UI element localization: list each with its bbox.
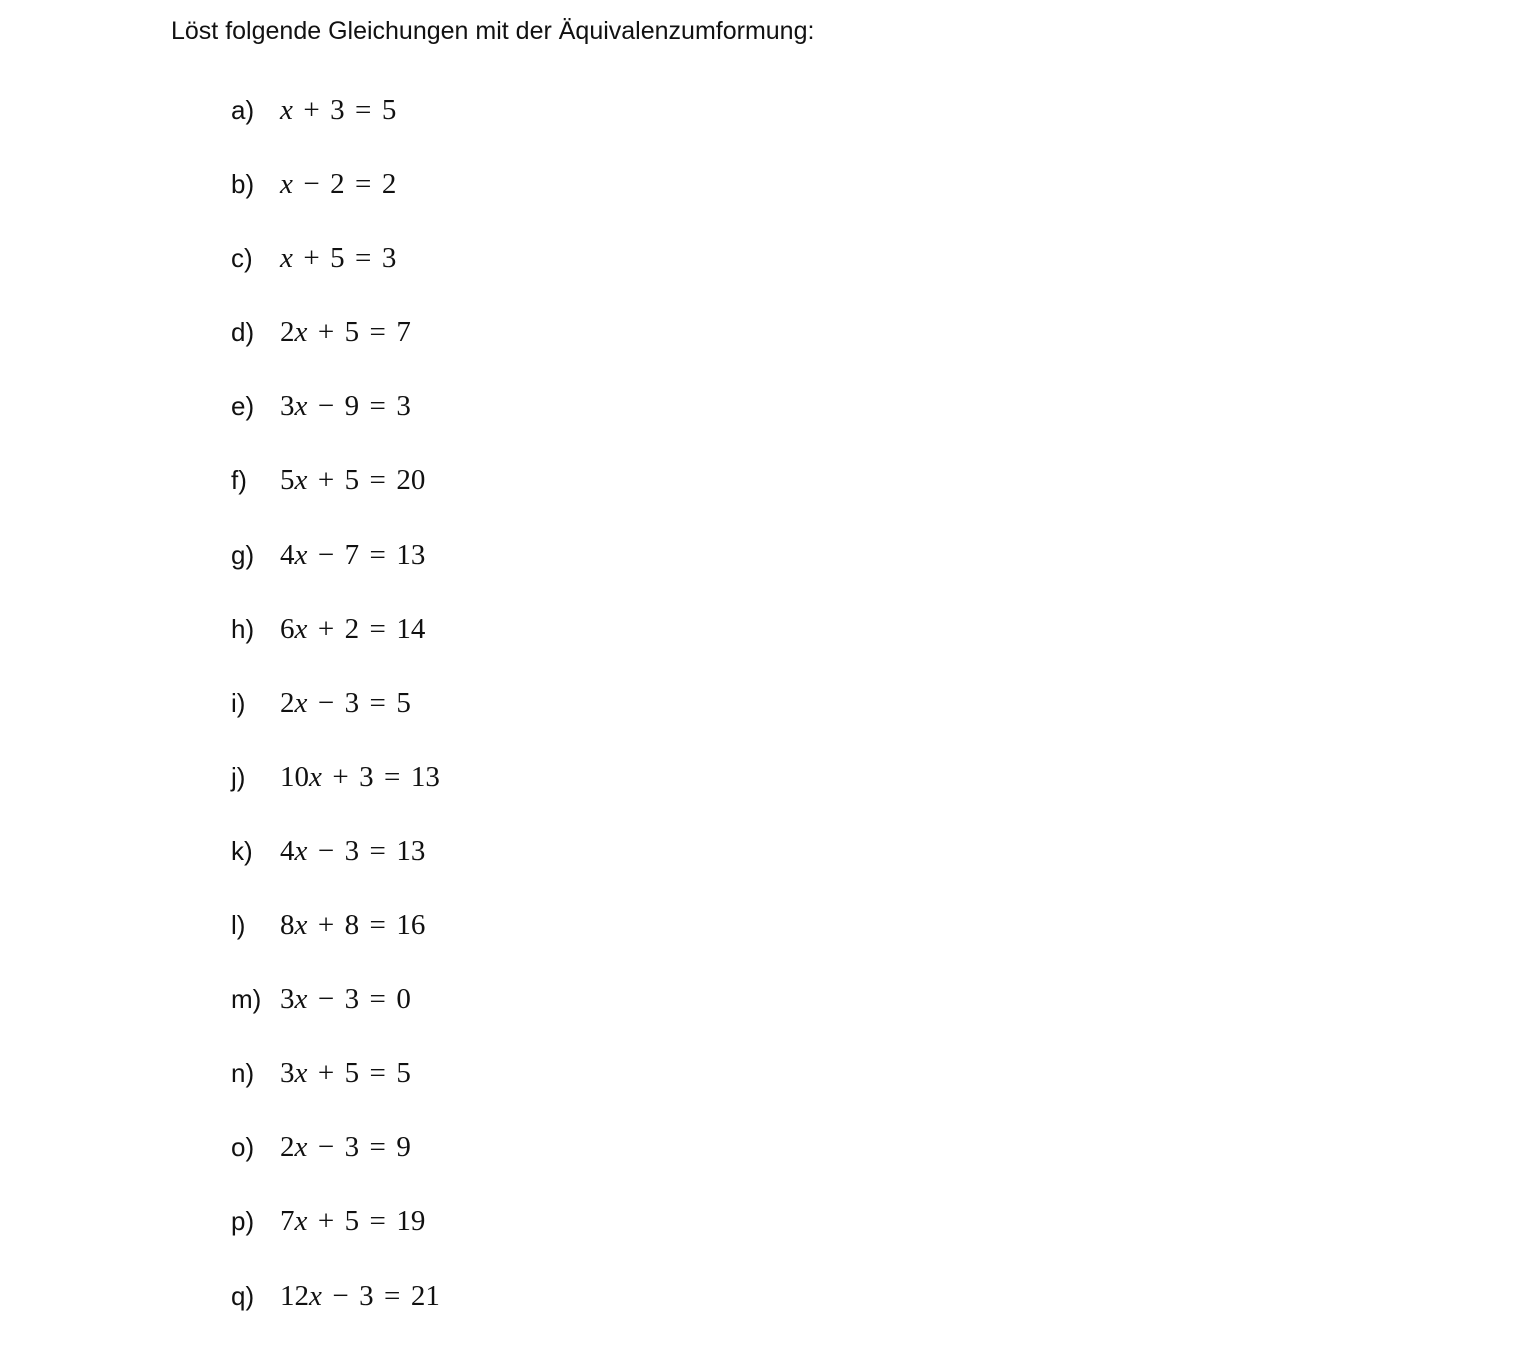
operator: −	[303, 168, 320, 201]
variable: x	[294, 390, 308, 423]
result: 5	[396, 1057, 411, 1090]
operator: −	[317, 538, 335, 571]
variable: x	[294, 1131, 308, 1164]
result: 2	[381, 168, 397, 201]
equation	[280, 1127, 411, 1167]
constant: 3	[330, 94, 345, 126]
operator: −	[317, 1131, 335, 1164]
operator: −	[317, 686, 335, 719]
equation-label: q)	[231, 1280, 255, 1311]
equation-label: n)	[231, 1058, 255, 1089]
equation	[280, 312, 411, 352]
operator: +	[317, 909, 335, 942]
result: 13	[396, 538, 426, 571]
operator: −	[317, 834, 335, 867]
equation	[280, 609, 425, 649]
equals-sign: =	[369, 1131, 386, 1164]
variable: x	[294, 686, 308, 719]
equals-sign: =	[384, 1279, 401, 1312]
constant: 7	[344, 538, 360, 571]
equation-item	[231, 238, 440, 312]
instruction-heading: Löst folgende Gleichungen mit der Äquivalenzumformung:	[171, 17, 815, 45]
constant: 3	[344, 1131, 360, 1164]
variable: x	[294, 1205, 308, 1238]
equation-label: l)	[231, 910, 246, 941]
equals-sign: =	[369, 538, 386, 571]
equation-label: o)	[231, 1132, 255, 1163]
equation-label: a)	[231, 95, 255, 125]
equation-item	[231, 1127, 440, 1201]
equals-sign: =	[355, 94, 372, 126]
equals-sign: =	[369, 834, 386, 867]
variable: x	[294, 316, 308, 349]
coefficient: 2	[280, 1131, 295, 1164]
equation-list	[231, 90, 440, 1350]
operator: +	[317, 1057, 335, 1090]
operator: −	[317, 983, 335, 1016]
equation-item	[231, 1053, 440, 1127]
equation	[280, 1276, 440, 1316]
equation	[280, 683, 411, 723]
equals-sign: =	[369, 612, 386, 645]
variable: x	[309, 760, 322, 793]
equation	[280, 238, 396, 278]
constant: 5	[344, 1057, 360, 1090]
result: 5	[381, 94, 397, 126]
equals-sign: =	[369, 983, 386, 1016]
equation-label: p)	[231, 1206, 255, 1237]
constant: 3	[344, 834, 360, 867]
variable: x	[294, 612, 308, 645]
result: 9	[396, 1131, 411, 1164]
equation-item	[231, 905, 440, 979]
equals-sign: =	[369, 1057, 386, 1090]
operator: −	[317, 390, 335, 423]
equation-label: c)	[231, 243, 253, 274]
variable: x	[309, 1279, 322, 1312]
equation-item	[231, 683, 440, 757]
result: 3	[381, 242, 397, 275]
equation-item	[231, 831, 440, 905]
result: 13	[410, 760, 440, 793]
equation-label: j)	[231, 761, 246, 792]
equals-sign: =	[355, 168, 372, 201]
operator: +	[317, 464, 335, 497]
coefficient: 7	[280, 1205, 295, 1238]
variable: x	[294, 983, 308, 1016]
equation-label: k)	[231, 835, 253, 866]
coefficient: 5	[280, 464, 295, 497]
equals-sign: =	[369, 686, 386, 719]
operator: +	[303, 242, 320, 275]
result: 14	[396, 612, 426, 645]
equation-item	[231, 312, 440, 386]
variable: x	[294, 909, 308, 942]
coefficient: 3	[280, 983, 295, 1016]
operator: +	[317, 316, 335, 349]
result: 20	[396, 464, 426, 497]
coefficient: 4	[280, 834, 295, 867]
equation-label: h)	[231, 613, 255, 644]
coefficient: 4	[280, 538, 295, 571]
result: 13	[396, 834, 426, 867]
equals-sign: =	[369, 390, 386, 423]
result: 7	[396, 316, 411, 349]
result: 3	[396, 390, 411, 423]
variable: x	[294, 1057, 308, 1090]
result: 5	[396, 686, 411, 719]
equation-item	[231, 1276, 440, 1350]
equals-sign: =	[355, 242, 372, 275]
equation	[280, 164, 396, 204]
equation-item	[231, 90, 440, 164]
coefficient: 3	[280, 1057, 295, 1090]
constant: 8	[344, 909, 360, 942]
equation	[280, 386, 411, 426]
equation	[280, 1201, 425, 1241]
equation	[280, 535, 425, 575]
constant: 2	[330, 168, 345, 201]
coefficient: 3	[280, 390, 295, 423]
result: 21	[410, 1279, 440, 1312]
coefficient: 6	[280, 612, 295, 645]
equation-item	[231, 1201, 440, 1275]
variable: x	[294, 464, 308, 497]
result: 0	[396, 983, 411, 1016]
equation	[280, 757, 440, 797]
equation-item	[231, 386, 440, 460]
equation-item	[231, 164, 440, 238]
equation-item	[231, 535, 440, 609]
operator: +	[303, 94, 320, 126]
equals-sign: =	[369, 464, 386, 497]
equals-sign: =	[369, 1205, 386, 1238]
result: 16	[396, 909, 426, 942]
result: 19	[396, 1205, 426, 1238]
constant: 3	[344, 983, 360, 1016]
coefficient: 2	[280, 686, 295, 719]
equation-label: b)	[231, 169, 255, 200]
operator: +	[332, 760, 349, 793]
equation	[280, 1053, 411, 1093]
variable: x	[294, 538, 308, 571]
equation-label: m)	[231, 984, 262, 1015]
constant: 9	[344, 390, 360, 423]
equals-sign: =	[369, 316, 386, 349]
constant: 2	[344, 612, 360, 645]
variable: x	[280, 168, 293, 201]
equation-label: e)	[231, 391, 255, 422]
equation-label: d)	[231, 317, 255, 348]
coefficient: 2	[280, 316, 295, 349]
equation-item	[231, 757, 440, 831]
variable: x	[294, 834, 308, 867]
operator: −	[332, 1279, 349, 1312]
coefficient: 10	[280, 760, 309, 793]
equals-sign: =	[384, 760, 401, 793]
equation	[280, 90, 396, 130]
equation-item	[231, 609, 440, 683]
equation	[280, 831, 425, 871]
constant: 5	[344, 316, 360, 349]
constant: 5	[330, 242, 345, 275]
equation-label: f)	[231, 465, 247, 496]
equation-item	[231, 979, 440, 1053]
constant: 5	[344, 1205, 360, 1238]
operator: +	[317, 612, 335, 645]
constant: 3	[359, 1279, 374, 1312]
variable: x	[280, 242, 293, 275]
variable: x	[280, 94, 293, 126]
equation-label: i)	[231, 687, 246, 718]
equation-label: g)	[231, 539, 255, 570]
constant: 3	[344, 686, 360, 719]
coefficient: 12	[280, 1279, 309, 1312]
constant: 5	[344, 464, 360, 497]
coefficient: 8	[280, 909, 295, 942]
equation	[280, 905, 425, 945]
equation	[280, 460, 425, 500]
equals-sign: =	[369, 909, 386, 942]
operator: +	[317, 1205, 335, 1238]
equation-item	[231, 460, 440, 534]
equation	[280, 979, 411, 1019]
constant: 3	[359, 760, 374, 793]
